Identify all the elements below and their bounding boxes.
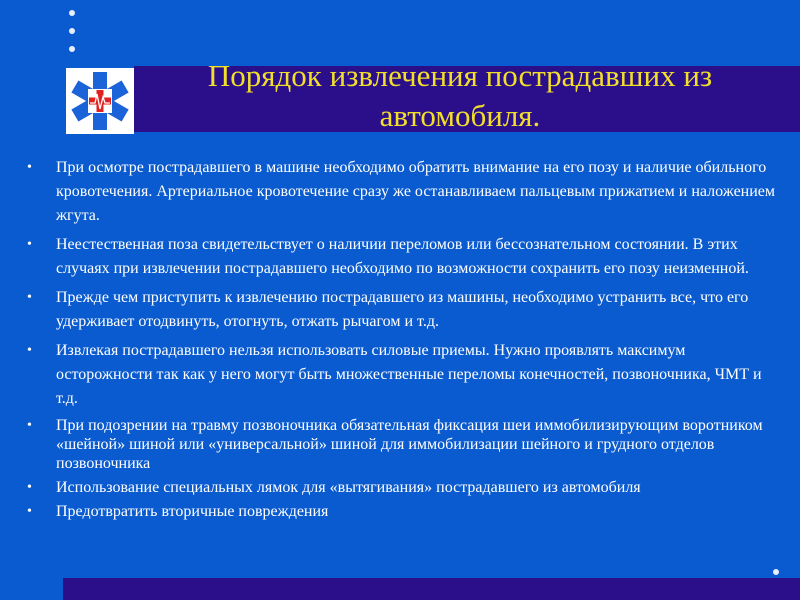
bullet-list <box>24 156 776 526</box>
decorative-dot <box>69 46 75 52</box>
decorative-dot <box>69 28 75 34</box>
title-line-1: Порядок извлечения пострадавших из <box>207 58 713 93</box>
bullet-item <box>24 478 776 497</box>
bullet-item <box>24 339 776 411</box>
bullet-text: При осмотре пострадавшего в машине необходимо обратить внимание на его позу и наличие обильного кровотечения. Артериальное кровотечение сразу же останавливаем пальцевым прижатием и наложением жгута. <box>56 159 776 224</box>
bullet-text: Предотвратить вторичные повреждения <box>56 503 329 520</box>
bullet-item <box>24 156 776 228</box>
bullet-marker: • <box>27 290 32 305</box>
bullet-marker: • <box>27 480 32 495</box>
bottom-band <box>63 578 800 600</box>
bullet-text: При подозрении на травму позвоночника обязательная фиксация шеи иммобилизирующим воротником «шейной» шиной или «универсальной» шиной для иммобилизации шейного и грудного отделов позвоночника <box>56 417 763 472</box>
bullet-text: Неестественная поза свидетельствует о наличии переломов или бессознательном состоянии. В этих случаях при извлечении пострадавшего необходимо по возможности сохранить его позу неизменной. <box>56 236 749 277</box>
decorative-dot <box>69 10 75 16</box>
bullet-marker: • <box>27 418 32 433</box>
bullet-marker: • <box>27 343 32 358</box>
bullet-text: Извлекая пострадавшего нельзя использовать силовые приемы. Нужно проявлять максимум осторожности так как у него могут быть множественные переломы конечностей, позвоночника, ЧМТ и т.д. <box>56 342 762 407</box>
bullet-marker: • <box>27 237 32 252</box>
bullet-item <box>24 286 776 334</box>
bullet-text: Прежде чем приступить к извлечению пострадавшего из машины, необходимо устранить все, что его удерживает отодвинуть, отогнуть, отжать рычагом и т.д. <box>56 289 749 330</box>
bullet-text: Использование специальных лямок для «вытягивания» пострадавшего из автомобиля <box>56 479 641 496</box>
bullet-item <box>24 233 776 281</box>
title-line-2: автомобиля. <box>379 98 541 133</box>
bullet-marker: • <box>27 504 32 519</box>
slide-title <box>120 56 800 136</box>
bullet-item <box>24 416 776 473</box>
decorative-dot <box>773 569 779 575</box>
bullet-marker: • <box>27 160 32 175</box>
bullet-item <box>24 502 776 521</box>
